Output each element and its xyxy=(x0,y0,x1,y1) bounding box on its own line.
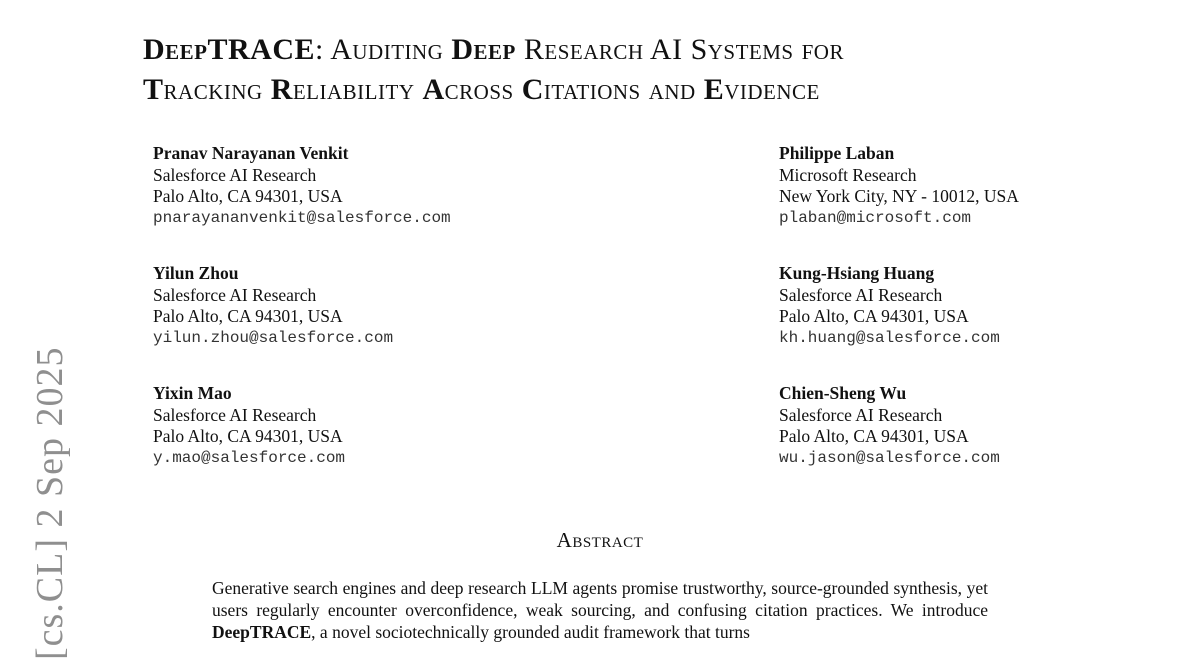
title-segment: C xyxy=(521,73,544,106)
title-segment: cross xyxy=(444,73,522,106)
abstract-text-end: , a novel sociotechnically grounded audit framework that turns xyxy=(311,622,750,642)
title-segment: Research AI Systems for xyxy=(515,33,844,66)
title-segment: vidence xyxy=(724,73,820,106)
title-segment: T xyxy=(143,73,164,106)
title-segment: : Auditing xyxy=(315,33,452,66)
author-name: Yilun Zhou xyxy=(153,263,239,283)
title-segment: itations and xyxy=(543,73,704,106)
abstract-text xyxy=(212,577,988,643)
author-address: New York City, NY - 10012, USA xyxy=(779,186,1019,206)
author-email[interactable]: y.mao@salesforce.com xyxy=(153,448,346,467)
abstract-text-start: Generative search engines and deep research LLM agents promise trustworthy, source-grounded synthesis, yet users regularly encounter overconfidence, weak sourcing, and confusing citation practices. We introduce xyxy=(212,578,988,620)
abstract-heading: Abstract xyxy=(556,528,644,552)
author-email[interactable]: plaban@microsoft.com xyxy=(779,208,972,227)
author-name: Kung-Hsiang Huang xyxy=(779,263,935,283)
author-entry xyxy=(153,143,573,229)
author-address: Palo Alto, CA 94301, USA xyxy=(779,426,969,446)
author-affiliation: Salesforce AI Research xyxy=(153,164,317,185)
title-segment: R xyxy=(270,73,293,106)
author-name: Chien-Sheng Wu xyxy=(779,383,907,403)
title-segment: E xyxy=(703,73,725,106)
author-entry xyxy=(153,383,573,469)
title-line-2 xyxy=(143,70,1103,110)
author-entry xyxy=(779,263,1199,349)
author-affiliation: Salesforce AI Research xyxy=(153,284,317,305)
author-address: Palo Alto, CA 94301, USA xyxy=(779,306,969,326)
title-segment: racking xyxy=(163,73,271,106)
title-line-1 xyxy=(143,30,1103,70)
author-name: Yixin Mao xyxy=(153,383,232,403)
author-affiliation: Salesforce AI Research xyxy=(153,404,317,425)
title-segment: A xyxy=(422,73,445,106)
author-address: Palo Alto, CA 94301, USA xyxy=(153,186,343,206)
author-entry xyxy=(779,143,1199,229)
title-segment: DeepTRACE xyxy=(143,33,316,66)
author-affiliation: Salesforce AI Research xyxy=(779,284,943,305)
title-segment: eliability xyxy=(292,73,423,106)
author-email[interactable]: wu.jason@salesforce.com xyxy=(779,448,1000,467)
paper-title xyxy=(143,30,1103,110)
author-email[interactable]: pnarayananvenkit@salesforce.com xyxy=(153,208,451,227)
author-name: Pranav Narayanan Venkit xyxy=(153,143,349,163)
author-email[interactable]: yilun.zhou@salesforce.com xyxy=(153,328,394,347)
author-entry xyxy=(153,263,573,349)
author-address: Palo Alto, CA 94301, USA xyxy=(153,426,343,446)
title-segment: Deep xyxy=(451,33,516,66)
author-affiliation: Microsoft Research xyxy=(779,164,917,185)
author-affiliation: Salesforce AI Research xyxy=(779,404,943,425)
author-entry xyxy=(779,383,1199,469)
abstract-emphasis: DeepTRACE xyxy=(212,622,312,642)
arxiv-identifier-stamp: [cs.CL] 2 Sep 2025 xyxy=(29,346,71,660)
author-address: Palo Alto, CA 94301, USA xyxy=(153,306,343,326)
author-email[interactable]: kh.huang@salesforce.com xyxy=(779,328,1000,347)
author-name: Philippe Laban xyxy=(779,143,895,163)
